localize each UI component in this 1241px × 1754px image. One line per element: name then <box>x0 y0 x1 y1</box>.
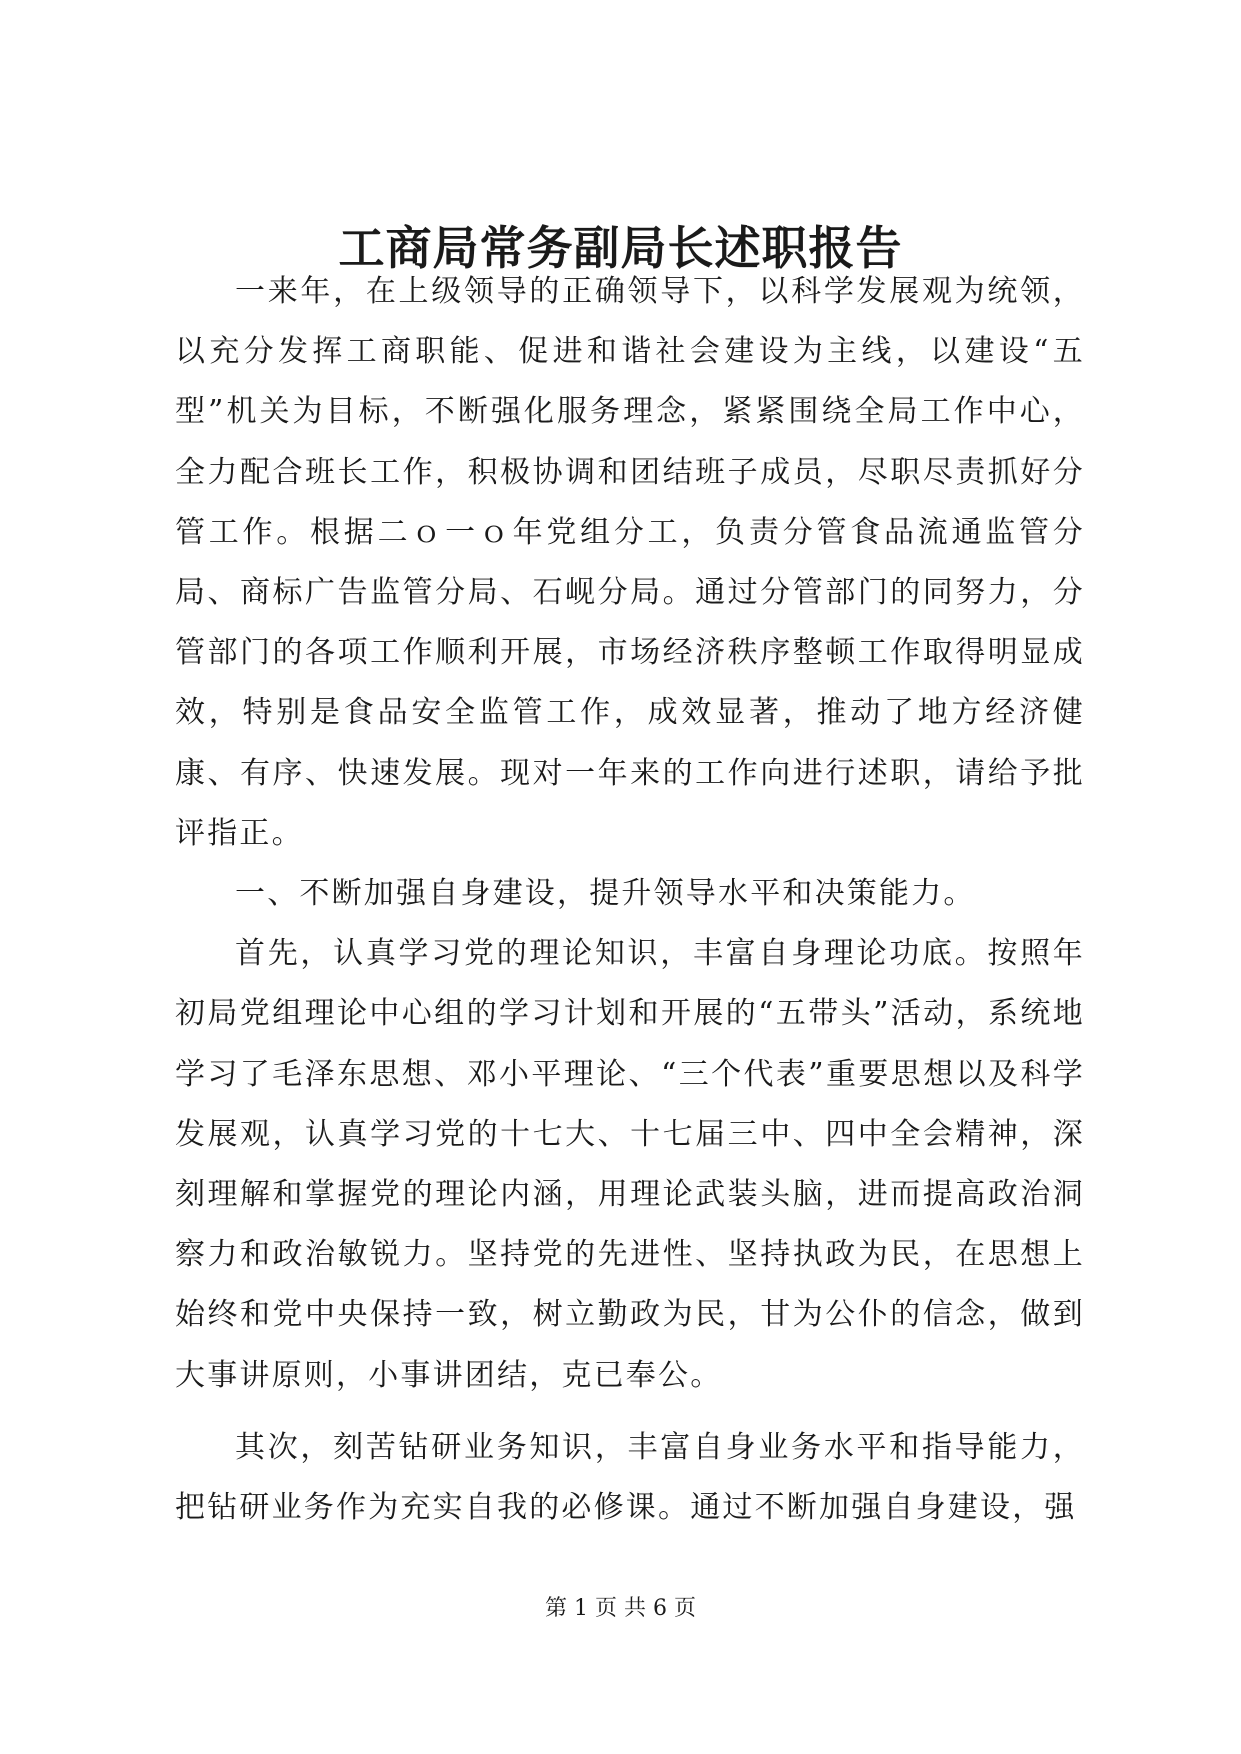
document-title: 工商局常务副局长述职报告 <box>338 221 903 275</box>
paragraph-second: 其次，刻苦钻研业务知识，丰富自身业务水平和指导能力，把钻研业务作为充实自我的必修课。通过不断加强自身建设，强 <box>175 1429 1085 1526</box>
page-number-footer: 第 1 页 共 6 页 <box>545 1596 696 1621</box>
paragraph-intro: 一来年，在上级领导的正确领导下，以科学发展观为统领，以充分发挥工商职能、促进和谐社会建设为主线，以建设“五型”机关为目标，不断强化服务理念，紧紧围绕全局工作中心，全力配合班长工作，积极协调和团结班子成员，尽职尽责抓好分管工作。根据二ｏ一ｏ年党组分工，负责分管食品流通监管分局、商标广告监管分局、石岘分局。通过分管部门的同努力，分管部门的各项工作顺利开展，市场经济秩序整顿工作取得明显成效，特别是食品安全监管工作，成效显著，推动了地方经济健康、有序、快速发展。现对一年来的工作向进行述职，请给予批评指正。 <box>175 274 1085 851</box>
paragraph-section-heading: 一、不断加强自身建设，提升领导水平和决策能力。 <box>235 876 976 912</box>
document-body <box>175 262 1085 1538</box>
paragraph-first: 首先，认真学习党的理论知识，丰富自身理论功底。按照年初局党组理论中心组的学习计划和开展的“五带头”活动，系统地学习了毛泽东思想、邓小平理论、“三个代表”重要思想以及科学发展观，认真学习党的十七大、十七届三中、四中全会精神，深刻理解和掌握党的理论内涵，用理论武装头脑，进而提高政治洞察力和政治敏锐力。坚持党的先进性、坚持执政为民，在思想上始终和党中央保持一致，树立勤政为民，甘为公仆的信念，做到大事讲原则，小事讲团结，克已奉公。 <box>175 936 1085 1393</box>
